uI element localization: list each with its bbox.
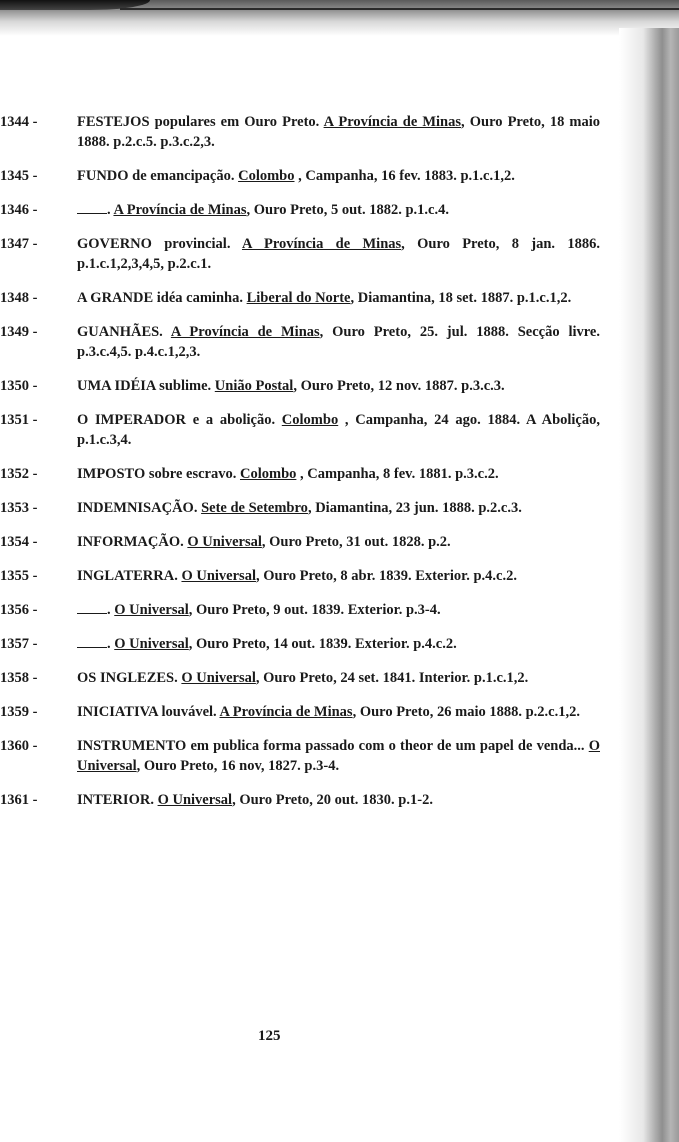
entry-citation: , Ouro Preto, 25. jul. 1888. Secção livre. p.3.c.4,5. p.4.c.1,2,3. bbox=[77, 324, 600, 360]
bibliography-entry bbox=[0, 600, 600, 620]
entry-citation: , Ouro Preto, 14 out. 1839. Exterior. p.4.c.2. bbox=[188, 636, 457, 652]
entry-citation: , Ouro Preto, 18 maio 1888. p.2.c.5. p.3.c.2,3. bbox=[77, 114, 601, 150]
entry-number: 1353 - bbox=[0, 500, 38, 516]
entry-text: . O Universal, Ouro Preto, 14 out. 1839. Exterior. p.4.c.2. bbox=[77, 634, 600, 654]
entry-number: 1357 - bbox=[0, 636, 38, 652]
periodical-name: O Universal bbox=[114, 602, 189, 618]
entry-text bbox=[77, 322, 600, 362]
repeat-title-blank bbox=[77, 635, 107, 648]
entry-citation: , Campanha, 24 ago. 1884. A Abolição, p.1.c.3,4. bbox=[77, 412, 600, 448]
entry-title: INDEMNISAÇÃO. bbox=[77, 500, 202, 516]
entry-number: 1360 - bbox=[0, 738, 38, 754]
entry-title: FESTEJOS populares em Ouro Preto. bbox=[77, 114, 324, 130]
bibliography-entry bbox=[0, 410, 600, 450]
periodical-name: O Universal bbox=[181, 670, 256, 686]
periodical-name: A Província de Minas bbox=[323, 114, 462, 130]
bibliography-entry bbox=[0, 702, 600, 722]
bibliography-entry bbox=[0, 790, 600, 810]
periodical-name: O Universal bbox=[77, 738, 600, 774]
periodical-name: A Província de Minas bbox=[170, 324, 320, 340]
periodical-name: A Província de Minas bbox=[241, 236, 402, 252]
entry-title: OS INGLEZES. bbox=[77, 670, 182, 686]
entry-number: 1358 - bbox=[0, 670, 38, 686]
entry-number: 1345 - bbox=[0, 168, 38, 184]
entry-number: 1356 - bbox=[0, 602, 38, 618]
entry-citation: , Ouro Preto, 26 maio 1888. p.2.c.1,2. bbox=[352, 704, 580, 720]
entry-title: UMA IDÉIA sublime. bbox=[77, 378, 215, 394]
entry-citation: , Ouro Preto, 16 nov, 1827. p.3-4. bbox=[136, 758, 340, 774]
page-number: 125 bbox=[258, 1028, 281, 1044]
entry-title: O IMPERADOR e a abolição. bbox=[77, 412, 282, 428]
bibliography-entry bbox=[0, 464, 600, 484]
entry-text bbox=[77, 288, 600, 308]
entry-text bbox=[77, 498, 600, 518]
entry-number: 1349 - bbox=[0, 324, 38, 340]
entry-citation: , Ouro Preto, 20 out. 1830. p.1-2. bbox=[232, 792, 433, 808]
entry-title: INSTRUMENTO em publica forma passado com o theor de um papel de venda... bbox=[77, 738, 589, 754]
bibliography-entry bbox=[0, 234, 600, 274]
entry-title: A GRANDE idéa caminha. bbox=[77, 290, 247, 306]
bibliography-entries bbox=[0, 112, 600, 824]
entry-title: INFORMAÇÃO. bbox=[77, 534, 188, 550]
entry-citation: , Diamantina, 18 set. 1887. p.1.c.1,2. bbox=[350, 290, 572, 306]
bibliography-entry bbox=[0, 736, 600, 776]
bibliography-entry bbox=[0, 112, 600, 152]
entry-citation: , Ouro Preto, 24 set. 1841. Interior. p.1.c.1,2. bbox=[255, 670, 529, 686]
entry-text bbox=[77, 532, 600, 552]
bibliography-entry bbox=[0, 376, 600, 396]
periodical-name: Colombo bbox=[238, 168, 295, 184]
entry-number: 1361 - bbox=[0, 792, 38, 808]
entry-text bbox=[77, 376, 600, 396]
bibliography-entry bbox=[0, 634, 600, 654]
entry-number: 1355 - bbox=[0, 568, 38, 584]
bibliography-entry bbox=[0, 200, 600, 220]
entry-number: 1351 - bbox=[0, 412, 38, 428]
entry-number: 1347 - bbox=[0, 236, 38, 252]
bibliography-entry bbox=[0, 498, 600, 518]
entry-title: GOVERNO provincial. bbox=[77, 236, 242, 252]
periodical-name: A Província de Minas bbox=[219, 704, 353, 720]
periodical-name: O Universal bbox=[187, 534, 262, 550]
entry-citation: , Ouro Preto, 8 abr. 1839. Exterior. p.4.c.2. bbox=[255, 568, 517, 584]
entry-number: 1350 - bbox=[0, 378, 38, 394]
entry-title: FUNDO de emancipação. bbox=[77, 168, 239, 184]
periodical-name: Colombo bbox=[239, 466, 297, 482]
entry-title: INGLATERRA. bbox=[77, 568, 182, 584]
top-page-shadow bbox=[0, 0, 679, 36]
entry-text bbox=[77, 790, 600, 810]
entry-title: INICIATIVA louvável. bbox=[77, 704, 220, 720]
right-binding-shadow bbox=[619, 28, 679, 1142]
entry-text: . O Universal, Ouro Preto, 9 out. 1839. Exterior. p.3-4. bbox=[77, 600, 600, 620]
periodical-name: Liberal do Norte bbox=[246, 290, 351, 306]
periodical-name: Colombo bbox=[281, 412, 339, 428]
periodical-name: Sete de Setembro bbox=[201, 500, 308, 516]
entry-citation: , Campanha, 8 fev. 1881. p.3.c.2. bbox=[296, 466, 499, 482]
entry-citation: , Ouro Preto, 9 out. 1839. Exterior. p.3-4. bbox=[188, 602, 441, 618]
bibliography-entry bbox=[0, 322, 600, 362]
entry-text bbox=[77, 702, 600, 722]
bibliography-entry bbox=[0, 566, 600, 586]
periodical-name: O Universal bbox=[181, 568, 256, 584]
entry-text bbox=[77, 410, 600, 450]
periodical-name: União Postal bbox=[214, 378, 294, 394]
entry-text bbox=[77, 736, 600, 776]
entry-text bbox=[77, 668, 600, 688]
entry-text bbox=[77, 566, 600, 586]
periodical-name: O Universal bbox=[157, 792, 233, 808]
entry-citation: , Ouro Preto, 5 out. 1882. p.1.c.4. bbox=[246, 202, 449, 218]
entry-citation: , Ouro Preto, 31 out. 1828. p.2. bbox=[261, 534, 451, 550]
periodical-name: O Universal bbox=[114, 636, 189, 652]
bibliography-entry bbox=[0, 668, 600, 688]
bibliography-entry bbox=[0, 532, 600, 552]
entry-title: INTERIOR. bbox=[77, 792, 158, 808]
entry-text bbox=[77, 234, 600, 274]
entry-number: 1346 - bbox=[0, 202, 38, 218]
entry-number: 1359 - bbox=[0, 704, 38, 720]
entry-number: 1354 - bbox=[0, 534, 38, 550]
entry-number: 1344 - bbox=[0, 114, 38, 130]
entry-citation: , Campanha, 16 fev. 1883. p.1.c.1,2. bbox=[294, 168, 515, 184]
entry-text bbox=[77, 112, 600, 152]
entry-citation: , Ouro Preto, 12 nov. 1887. p.3.c.3. bbox=[293, 378, 505, 394]
entry-text bbox=[77, 464, 600, 484]
entry-number: 1352 - bbox=[0, 466, 38, 482]
entry-number: 1348 - bbox=[0, 290, 38, 306]
entry-title: IMPOSTO sobre escravo. bbox=[77, 466, 240, 482]
bibliography-entry bbox=[0, 166, 600, 186]
periodical-name: A Província de Minas bbox=[113, 202, 247, 218]
repeat-title-blank bbox=[77, 601, 107, 614]
entry-citation: , Diamantina, 23 jun. 1888. p.2.c.3. bbox=[307, 500, 522, 516]
entry-title: GUANHÃES. bbox=[77, 324, 171, 340]
repeat-title-blank bbox=[77, 201, 107, 214]
bibliography-entry bbox=[0, 288, 600, 308]
entry-citation: , Ouro Preto, 8 jan. 1886. p.1.c.1,2,3,4,5, p.2.c.1. bbox=[77, 236, 600, 272]
entry-text bbox=[77, 166, 600, 186]
page-edge-line bbox=[120, 8, 679, 10]
entry-text: . A Província de Minas, Ouro Preto, 5 out. 1882. p.1.c.4. bbox=[77, 200, 600, 220]
